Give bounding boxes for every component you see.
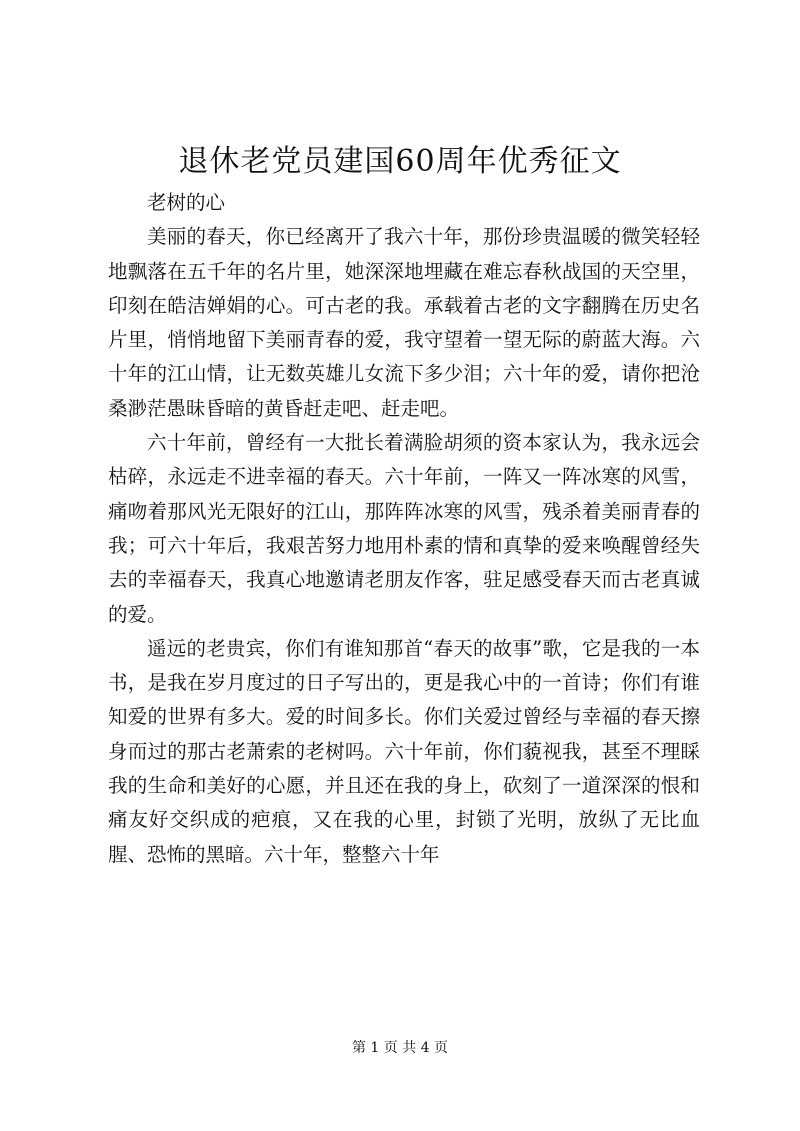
paragraph: 美丽的春天，你已经离开了我六十年，那份珍贵温暖的微笑轻轻地飘落在五千年的名片里，她深深地埋藏在难忘春秋战国的天空里，印刻在皓洁婵娟的心。可古老的我。承载着古老的文字翻腾在历史名片里，悄悄地留下美丽青春的爱，我守望着一望无际的蔚蓝大海。六十年的江山情，让无数英雄儿女流下多少泪；六十年的爱，请你把沧桑渺茫愚昧昏暗的黄昏赶走吧、赶走吧。 bbox=[108, 225, 700, 420]
document-body bbox=[108, 186, 700, 872]
page-number: 第 1 页 共 4 页 bbox=[351, 1040, 449, 1056]
paragraph: 六十年前，曾经有一大批长着满脸胡须的资本家认为，我永远会枯碎，永远走不进幸福的春天。六十年前，一阵又一阵冰寒的风雪，痛吻着那风光无限好的江山，那阵阵冰寒的风雪，残杀着美丽青春的我；可六十年后，我艰苦努力地用朴素的情和真挚的爱来唤醒曾经失去的幸福春天，我真心地邀请老朋友作客，驻足感受春天而古老真诚的爱。 bbox=[108, 431, 700, 626]
document-title: 退休老党员建国60周年优秀征文 bbox=[178, 144, 622, 179]
paragraph: 遥远的老贵宾，你们有谁知那首“春天的故事”歌，它是我的一本书，是我在岁月度过的日子写出的，更是我心中的一首诗；你们有谁知爱的世界有多大。爱的时间多长。你们关爱过曾经与幸福的春天擦身而过的那古老萧索的老树吗。六十年前，你们藐视我，甚至不理睬我的生命和美好的心愿，并且还在我的身上，砍刻了一道深深的恨和痛友好交织成的疤痕，又在我的心里，封锁了光明，放纵了无比血腥、恐怖的黑暗。六十年，整整六十年 bbox=[108, 636, 700, 866]
section-heading: 老树的心 bbox=[147, 191, 226, 214]
page-footer bbox=[0, 1038, 800, 1058]
